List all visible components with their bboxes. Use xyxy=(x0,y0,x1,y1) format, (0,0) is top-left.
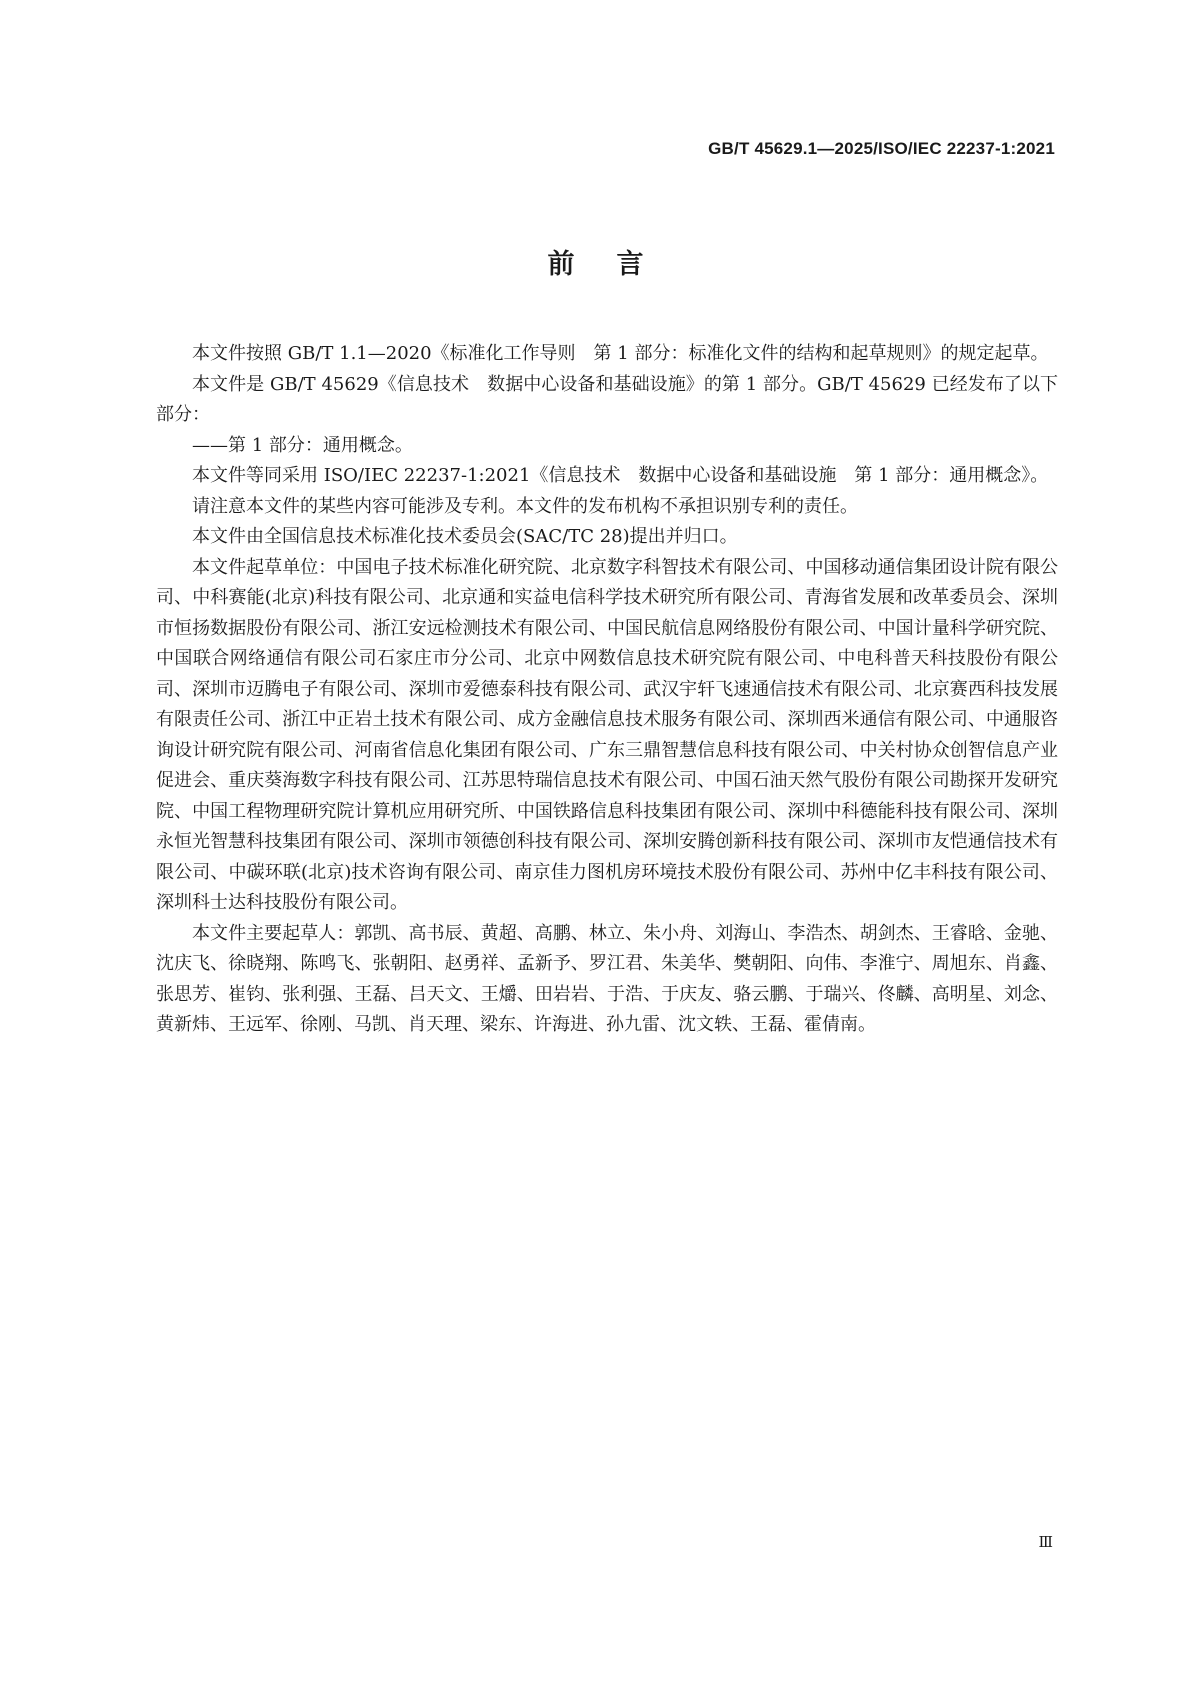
paragraph-proposer: 本文件由全国信息技术标准化技术委员会(SAC/TC 28)提出并归口。 xyxy=(192,526,738,547)
paragraph-drafting-units: 本文件起草单位：中国电子技术标准化研究院、北京数字科智技术有限公司、中国移动通信集团设计院有限公司、中科赛能(北京)科技有限公司、北京通和实益电信科学技术研究所有限公司、青海省发展和改革委员会、深圳市恒扬数据股份有限公司、浙江安远检测技术有限公司、中国民航信息网络股份有限公司、中国计量科学研究院、中国联合网络通信有限公司石家庄市分公司、北京中网数信息技术研究院有限公司、中电科普天科技股份有限公司、深圳市迈腾电子有限公司、深圳市爱德泰科技有限公司、武汉宇轩飞速通信技术有限公司、北京赛西科技发展有限责任公司、浙江中正岩土技术有限公司、成方金融信息技术服务有限公司、深圳西米通信有限公司、中通服咨询设计研究院有限公司、河南省信息化集团有限公司、广东三鼎智慧信息科技有限公司、中关村协众创智信息产业促进会、重庆葵海数字科技有限公司、江苏思特瑞信息技术有限公司、中国石油天然气股份有限公司勘探开发研究院、中国工程物理研究院计算机应用研究所、中国铁路信息科技集团有限公司、深圳中科德能科技有限公司、深圳永恒光智慧科技集团有限公司、深圳市领德创科技有限公司、深圳安腾创新科技有限公司、深圳市友恺通信技术有限公司、中碳环联(北京)技术咨询有限公司、南京佳力图机房环境技术股份有限公司、苏州中亿丰科技有限公司、深圳科士达科技股份有限公司。 xyxy=(156,556,1058,913)
foreword-body xyxy=(156,339,1058,1041)
paragraph-drafting-rules: 本文件按照 GB/T 1.1—2020《标准化工作导则 第 1 部分：标准化文件的结构和起草规则》的规定起草。 xyxy=(192,343,1049,364)
paragraph-part-structure: 本文件是 GB/T 45629《信息技术 数据中心设备和基础设施》的第 1 部分。GB/T 45629 已经发布了以下部分： xyxy=(156,373,1058,425)
paragraph-patent-notice: 请注意本文件的某些内容可能涉及专利。本文件的发布机构不承担识别专利的责任。 xyxy=(192,495,858,517)
paragraph-adoption: 本文件等同采用 ISO/IEC 22237-1:2021《信息技术 数据中心设备和基础设施 第 1 部分：通用概念》。 xyxy=(192,465,1049,486)
document-standard-number: GB/T 45629.1—2025/ISO/IEC 22237-1:2021 xyxy=(708,139,1055,158)
list-item-part-1: ——第 1 部分：通用概念。 xyxy=(192,434,413,456)
page-number: Ⅲ xyxy=(1038,1535,1053,1551)
paragraph-drafters: 本文件主要起草人：郭凯、高书辰、黄超、高鹏、林立、朱小舟、刘海山、李浩杰、胡剑杰、王睿晗、金驰、沈庆飞、徐晓翔、陈鸣飞、张朝阳、赵勇祥、孟新予、罗江君、朱美华、樊朝阳、向伟、李淮宁、周旭东、肖鑫、张思芳、崔钧、张利强、王磊、吕天文、王爝、田岩岩、于浩、于庆友、骆云鹏、于瑞兴、佟麟、高明星、刘念、黄新炜、王远军、徐刚、马凯、肖天理、梁东、许海进、孙九雷、沈文轶、王磊、霍倩南。 xyxy=(156,922,1058,1035)
page-title: 前言 xyxy=(547,249,686,280)
